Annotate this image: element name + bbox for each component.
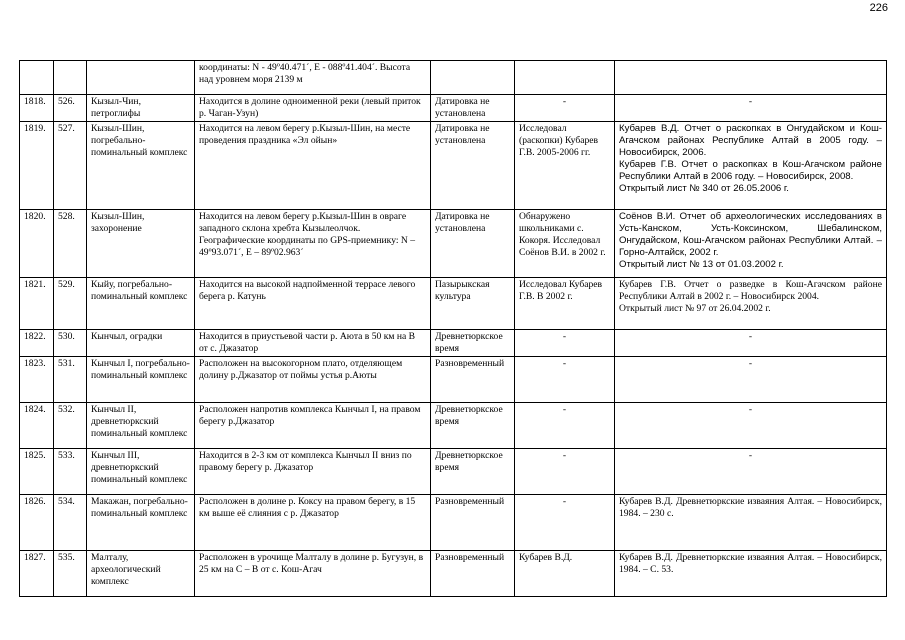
reference-entry: Кубарев Г.В. Отчет о раскопках в Кош-Агачском районе Республики Алтай в 2006 году. – Новосибирск, 2008. [619, 159, 882, 182]
reference-entry: Кубарев В.Д. Древнетюркские изваяния Алтая. – Новосибирск, 1984. – С. 53. [619, 552, 882, 575]
site-research [515, 61, 615, 95]
table-row [20, 403, 887, 449]
site-references [615, 403, 887, 449]
table-row [20, 551, 887, 597]
site-references [615, 495, 887, 551]
page-number: 226 [869, 2, 888, 14]
site-name: Кынчыл, оградки [87, 330, 195, 357]
site-dating: Древнетюркское время [431, 403, 515, 449]
site-dating: Разновременный [431, 551, 515, 597]
site-name: Кызыл-Шин, захоронение [87, 210, 195, 278]
monuments-register [19, 60, 887, 597]
site-name: Кынчыл II, древнетюркский поминальный комплекс [87, 403, 195, 449]
row-number: 1822. [20, 330, 54, 357]
site-location: Находится на левом берегу р.Кызыл-Шин, на месте проведения праздника «Эл ойын» [195, 122, 431, 210]
reference-entry: Открытый лист № 97 от 26.04.2002 г. [619, 303, 771, 314]
site-location: Расположен на высокогорном плато, отделяющем долину р.Джазатор от поймы устья р.Аюты [195, 357, 431, 403]
reference-entry: - [748, 450, 753, 461]
site-name: Кынчыл I, погребально-поминальный комплекс [87, 357, 195, 403]
table-row [20, 210, 887, 278]
site-location: координаты: N - 49º40.471´, E - 088º41.404´. Высота над уровнем моря 2139 м [195, 61, 431, 95]
site-research: - [515, 403, 615, 449]
local-number: 532. [54, 403, 87, 449]
site-name: Кынчыл III, древнетюркский поминальный комплекс [87, 449, 195, 495]
site-dating: Древнетюркское время [431, 330, 515, 357]
site-name [87, 61, 195, 95]
table-row [20, 61, 887, 95]
site-research: - [515, 330, 615, 357]
row-number: 1823. [20, 357, 54, 403]
site-name: Макажан, погребально-поминальный комплекс [87, 495, 195, 551]
site-location: Расположен в долине р. Коксу на правом берегу, в 15 км выше её слияния с р. Джазатор [195, 495, 431, 551]
local-number: 530. [54, 330, 87, 357]
local-number: 534. [54, 495, 87, 551]
table-row [20, 122, 887, 210]
table-row [20, 95, 887, 122]
table-row [20, 330, 887, 357]
site-dating: Разновременный [431, 357, 515, 403]
reference-entry: Соёнов В.И. Отчет об археологических исследованиях в Усть-Канском, Усть-Коксинском, Шебалинском, Онгудайском, Кош-Агачском районах Республики Алтай. – Горно-Алтайск, 2002 г. [619, 211, 882, 258]
row-number: 1826. [20, 495, 54, 551]
site-references [615, 357, 887, 403]
local-number: 531. [54, 357, 87, 403]
site-dating: Датировка не установлена [431, 210, 515, 278]
site-name: Кыйу, погребально-поминальный комплекс [87, 278, 195, 330]
site-name: Малталу, археологический комплекс [87, 551, 195, 597]
site-references [615, 210, 887, 278]
site-location: Находится на высокой надпойменной террасе левого берега р. Катунь [195, 278, 431, 330]
site-references [615, 278, 887, 330]
reference-entry: Кубарев Г.В. Отчет о разведке в Кош-Агачском районе Республики Алтай в 2002 г. – Новосибирск 2004. [619, 279, 882, 302]
local-number: 529. [54, 278, 87, 330]
site-research: - [515, 495, 615, 551]
row-number: 1818. [20, 95, 54, 122]
row-number: 1819. [20, 122, 54, 210]
site-location: Расположен в урочище Малталу в долине р. Бугузун, в 25 км на С – В от с. Кош-Агач [195, 551, 431, 597]
reference-entry: Открытый лист № 340 от 26.05.2006 г. [619, 183, 789, 194]
row-number: 1820. [20, 210, 54, 278]
row-number: 1824. [20, 403, 54, 449]
local-number: 528. [54, 210, 87, 278]
local-number [54, 61, 87, 95]
site-references [615, 122, 887, 210]
site-research: Кубарев В.Д. [515, 551, 615, 597]
reference-entry: Кубарев В.Д. Отчет о раскопках в Онгудайском и Кош-Агачском районах Республике Алтай в 2005 году. – Новосибирск, 2006. [619, 123, 882, 158]
site-research: - [515, 449, 615, 495]
site-location: Находится в долине одноименной реки (левый приток р. Чаган-Узун) [195, 95, 431, 122]
reference-entry: - [748, 358, 753, 369]
site-dating: Пазырыкская культура [431, 278, 515, 330]
row-number: 1821. [20, 278, 54, 330]
reference-entry: - [748, 404, 753, 415]
local-number: 526. [54, 95, 87, 122]
site-references [615, 551, 887, 597]
table-row [20, 449, 887, 495]
site-dating: Разновременный [431, 495, 515, 551]
reference-entry: Кубарев В.Д. Древнетюркские изваяния Алтая. – Новосибирск, 1984. – 230 с. [619, 496, 882, 519]
table-row [20, 495, 887, 551]
site-references [615, 449, 887, 495]
reference-entry: - [748, 331, 753, 342]
reference-entry: Открытый лист № 13 от 01.03.2002 г. [619, 259, 784, 270]
site-research: Обнаружено школьниками с. Кокоря. Исследовал Соёнов В.И. в 2002 г. [515, 210, 615, 278]
site-name: Кызыл-Чин, петроглифы [87, 95, 195, 122]
site-research: - [515, 357, 615, 403]
table-row [20, 278, 887, 330]
reference-entry: - [748, 96, 753, 107]
site-research: - [515, 95, 615, 122]
site-references [615, 95, 887, 122]
site-location: Находится в 2-3 км от комплекса Кынчыл II вниз по правому берегу р. Джазатор [195, 449, 431, 495]
local-number: 535. [54, 551, 87, 597]
site-dating: Древнетюркское время [431, 449, 515, 495]
row-number [20, 61, 54, 95]
monuments-table [19, 60, 887, 597]
site-research: Исследовал (раскопки) Кубарев Г.В. 2005-2006 гг. [515, 122, 615, 210]
site-references [615, 330, 887, 357]
site-references [615, 61, 887, 95]
site-location: Расположен напротив комплекса Кынчыл I, на правом берегу р.Джазатор [195, 403, 431, 449]
row-number: 1825. [20, 449, 54, 495]
site-dating: Датировка не установлена [431, 122, 515, 210]
site-research: Исследовал Кубарев Г.В. В 2002 г. [515, 278, 615, 330]
local-number: 527. [54, 122, 87, 210]
site-dating: Датировка не установлена [431, 95, 515, 122]
row-number: 1827. [20, 551, 54, 597]
site-location: Находится на левом берегу р.Кызыл-Шин в овраге западного склона хребта Кызылеолчок. Географические координаты по GPS-приемнику: N – 49º93.071´, E – 89º02.963´ [195, 210, 431, 278]
site-dating [431, 61, 515, 95]
local-number: 533. [54, 449, 87, 495]
site-name: Кызыл-Шин, погребально-поминальный комплекс [87, 122, 195, 210]
site-location: Находится в приустьевой части р. Аюта в 50 км на В от с. Джазатор [195, 330, 431, 357]
table-row [20, 357, 887, 403]
